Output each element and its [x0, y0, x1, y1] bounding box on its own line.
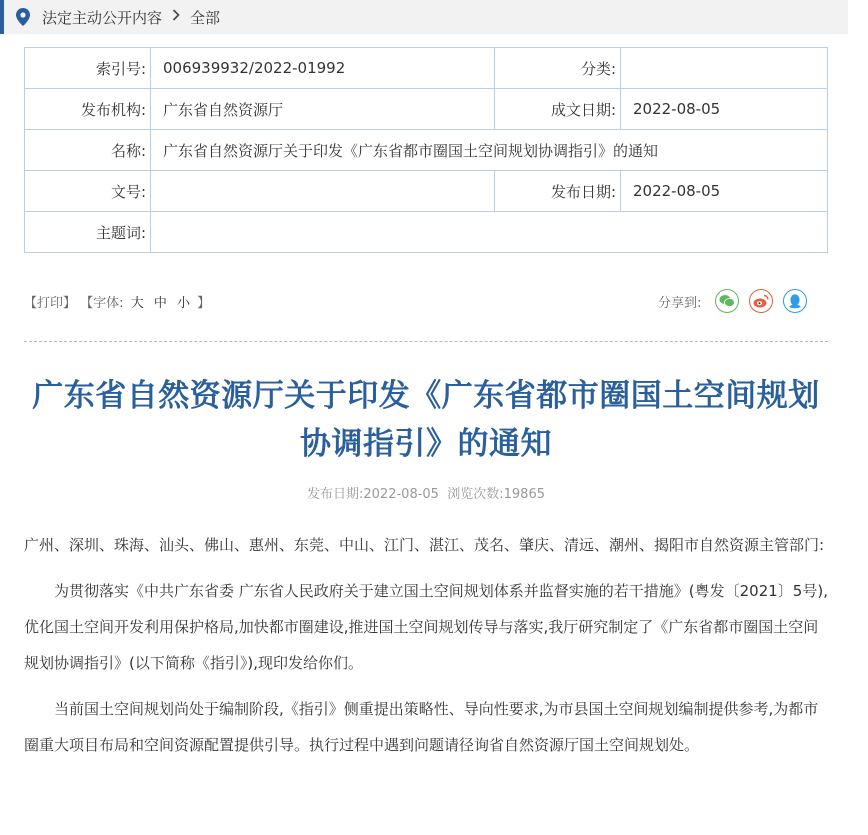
share-label: 分享到: [658, 295, 702, 311]
doc-number-value [151, 171, 495, 212]
publisher-label: 发布机构: [25, 89, 151, 130]
font-size-suffix: 】 [197, 296, 211, 311]
article-publish-date: 2022-08-05 [363, 487, 439, 502]
chevron-right-icon [172, 9, 180, 25]
qq-share-icon[interactable] [783, 289, 807, 313]
doc-number-label: 文号: [25, 171, 151, 212]
weibo-share-icon[interactable] [749, 289, 773, 313]
wechat-share-icon[interactable] [715, 289, 739, 313]
written-date-value: 2022-08-05 [621, 89, 828, 130]
location-pin-icon [16, 8, 30, 26]
breadcrumb [0, 0, 848, 34]
name-label: 名称: [25, 130, 151, 171]
font-medium-button[interactable]: 中 [153, 296, 167, 311]
publisher-value: 广东省自然资源厅 [151, 89, 495, 130]
category-label: 分类: [495, 48, 621, 89]
body-paragraph: 当前国土空间规划尚处于编制阶段,《指引》侧重提出策略性、导向性要求,为市县国土空间规划编制提供参考,为都市圈重大项目布局和空间资源配置提供引导。执行过程中遇到问题请径询省自然资源厅国土空间规划处。 [24, 700, 819, 754]
font-large-button[interactable]: 大 [130, 296, 144, 311]
index-label: 索引号: [25, 48, 151, 89]
breadcrumb-current[interactable]: 全部 [190, 8, 221, 27]
article-content [24, 527, 830, 773]
dashed-divider [24, 341, 828, 342]
name-value: 广东省自然资源厅关于印发《广东省都市圈国土空间规划协调指引》的通知 [151, 130, 828, 171]
publish-date-value: 2022-08-05 [621, 171, 828, 212]
publish-date-label: 发布日期: [495, 171, 621, 212]
document-meta-table [24, 47, 828, 253]
recipients-paragraph: 广州、深圳、珠海、汕头、佛山、惠州、东莞、中山、江门、湛江、茂名、肇庆、清远、潮州、揭阳市自然资源主管部门: [24, 536, 825, 554]
share-bar [658, 289, 817, 313]
article-tools [24, 292, 210, 311]
index-value: 006939932/2022-01992 [151, 48, 495, 89]
article-title [24, 372, 828, 468]
article-views-label: 浏览次数: [447, 487, 504, 502]
keywords-value [151, 212, 828, 253]
body-paragraph: 为贯彻落实《中共广东省委 广东省人民政府关于建立国土空间规划体系并监督实施的若干措施》(粤发〔2021〕5号),优化国土空间开发利用保护格局,加快都市圈建设,推进国土空间规划传导与落实,我厅研究制定了《广东省都市圈国土空间规划协调指引》(以下简称《指引》),现印发给你们。 [24, 582, 828, 672]
article-info [24, 483, 828, 502]
article-title-line-1: 广东省自然资源厅关于印发《广东省都市圈国土空间规划 [32, 378, 820, 414]
font-size-prefix: 【字体: [80, 296, 124, 311]
article-publish-label: 发布日期: [307, 487, 364, 502]
print-button[interactable]: 【打印】 [24, 296, 77, 311]
article-title-line-2: 协调指引》的通知 [300, 426, 552, 462]
category-value [621, 48, 828, 89]
article-views: 19865 [503, 487, 545, 502]
font-small-button[interactable]: 小 [177, 296, 191, 311]
breadcrumb-section-link[interactable]: 法定主动公开内容 [42, 8, 163, 27]
keywords-label: 主题词: [25, 212, 151, 253]
written-date-label: 成文日期: [495, 89, 621, 130]
